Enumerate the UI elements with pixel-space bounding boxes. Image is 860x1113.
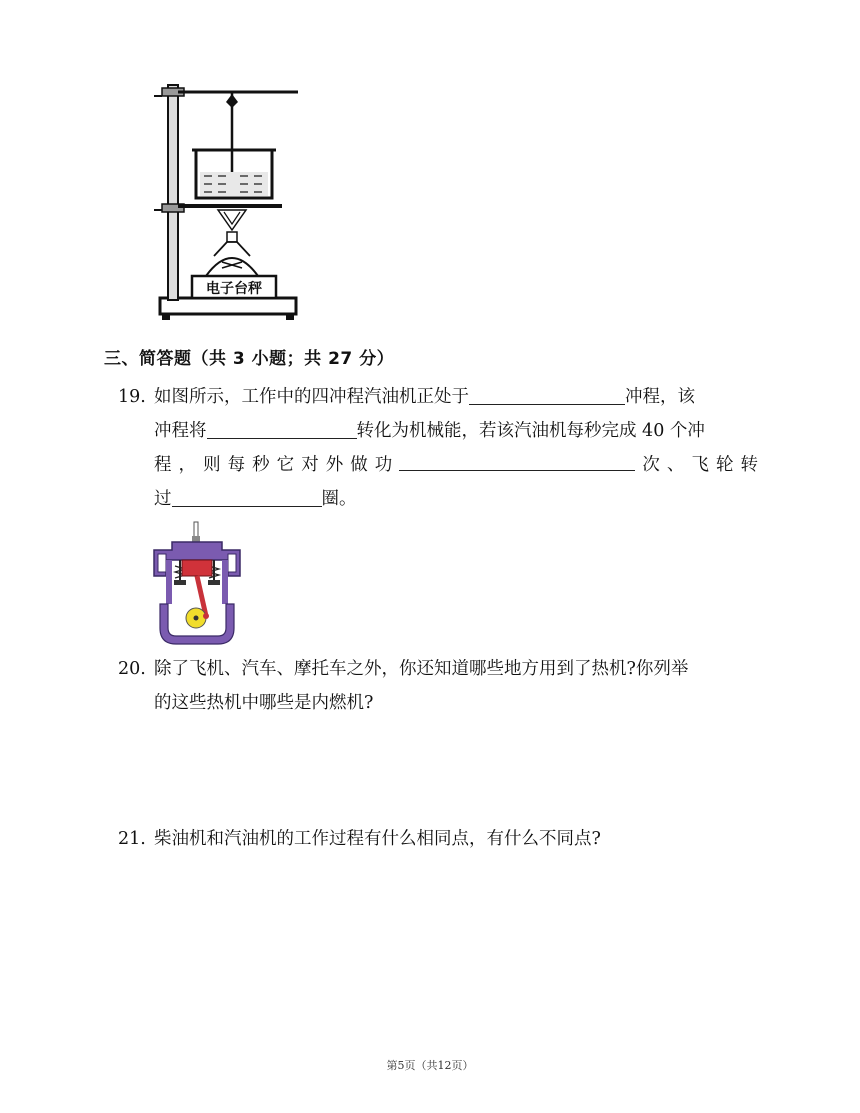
page-footer: 第5页（共12页）: [386, 1059, 474, 1072]
scale-label: 电子台秤: [206, 281, 262, 297]
answer-blank-energy-form[interactable]: [207, 416, 357, 439]
question-number: 21.: [118, 829, 146, 849]
question-number: 19.: [118, 387, 146, 407]
q19-line-2: [154, 414, 758, 448]
q19-char: 秒: [252, 455, 270, 475]
q21-line-1: 柴油机和汽油机的工作过程有什么相同点，有什么不同点?: [154, 829, 601, 849]
q19-char: 功: [374, 455, 393, 475]
q19-line-1: [154, 380, 758, 414]
q19-line-4: [154, 482, 758, 516]
q19-char: 对: [301, 455, 319, 475]
section-heading: 三、简答题（共 3 小题；共 27 分）: [104, 349, 395, 369]
q19-text: 圈。: [321, 489, 357, 509]
q20-line-2: 的这些热机中哪些是内燃机?: [154, 693, 374, 713]
stand-beaker-figure: [148, 80, 308, 335]
q19-char: 每: [227, 455, 246, 475]
q19-char: 它: [276, 455, 295, 475]
q19-char: 飞: [691, 455, 709, 475]
q19-text: 冲程，该: [625, 387, 695, 407]
q19-text: 冲程将: [154, 421, 207, 441]
q19-text: 转化为机械能，若该汽油机每秒完成 40 个冲: [356, 421, 705, 441]
q19-char: 、: [666, 455, 685, 475]
q19-char: 次: [642, 455, 660, 475]
q19-text: 过: [154, 489, 172, 509]
q19-char: 做: [350, 455, 368, 475]
q19-line-3: [154, 448, 758, 482]
answer-blank-stroke-type[interactable]: [469, 382, 625, 405]
question-number: 20.: [118, 659, 146, 679]
q19-char: 转: [740, 455, 758, 475]
q19-char: ，: [178, 455, 197, 475]
q20-line-1: 除了飞机、汽车、摩托车之外，你还知道哪些地方用到了热机?你列举: [154, 659, 689, 679]
q19-char: 轮: [715, 455, 734, 475]
q19-char: 则: [203, 455, 221, 475]
q19-char: 程: [154, 455, 172, 475]
q19-text: 如图所示，工作中的四冲程汽油机正处于: [154, 387, 469, 407]
answer-blank-flywheel-turns[interactable]: [172, 484, 322, 507]
answer-blank-work-count[interactable]: [399, 448, 635, 471]
q19-char: 外: [325, 455, 344, 475]
engine-diagram: [152, 520, 242, 646]
